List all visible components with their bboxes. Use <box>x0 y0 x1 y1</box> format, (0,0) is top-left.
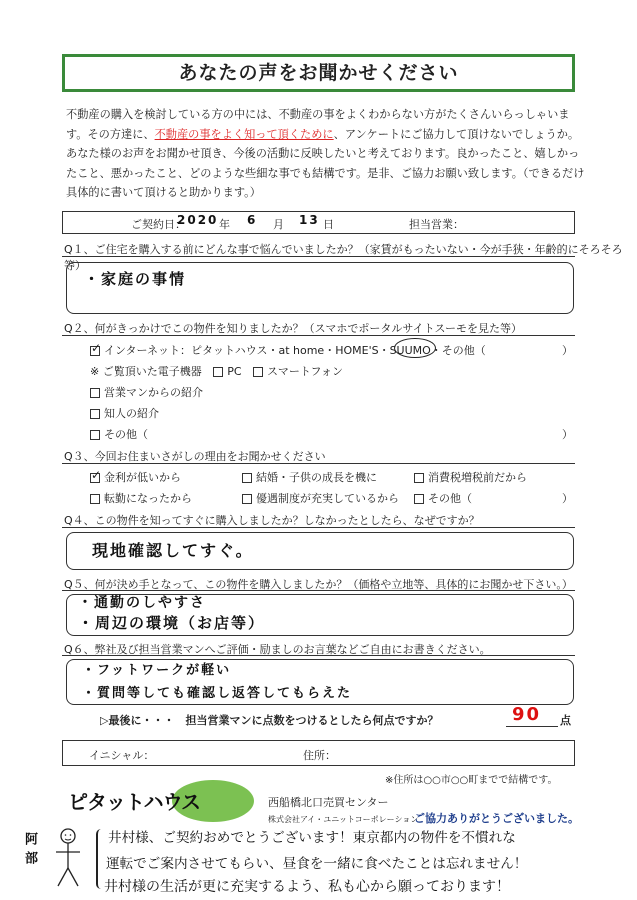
checkbox-icon <box>242 494 252 504</box>
checkbox-icon <box>414 494 424 504</box>
q6-answer2: ・質問等しても確認し返答してもらえた <box>82 686 353 701</box>
q4-divider <box>62 527 575 528</box>
q4-answer: 現地確認してすぐ。 <box>92 541 254 560</box>
month-value: 6 <box>247 213 258 227</box>
q2-friend-label: 知人の紹介 <box>104 407 159 420</box>
checkbox-icon <box>213 367 223 377</box>
checkbox-icon <box>90 388 100 398</box>
q5-answer1: ・通勤のしやすさ <box>78 595 206 611</box>
thanks-message: ご協力ありがとうございました。 <box>414 812 579 825</box>
q2-divider <box>62 335 575 336</box>
score-unit: 点 <box>560 714 571 727</box>
q3-opt5-label: 優遇制度が充実しているから <box>256 492 399 505</box>
q2-other-option <box>90 426 148 442</box>
q2-other-label: その他（ <box>104 428 148 441</box>
q2-question: Q２、何がきっかけでこの物件を知りましたか？（スマホでポータルサイトスーモを見た等） <box>64 322 523 335</box>
brand-logo: ピタットハウス <box>68 790 200 814</box>
checkbox-icon <box>253 367 263 377</box>
q5-divider <box>62 590 575 591</box>
initial-address-row <box>62 740 575 766</box>
message-line2: 運転でご案内させてもらい、昼食を一緒に食べたことは忘れません！ <box>106 856 528 872</box>
q3-opt3-label: 消費税増税前だから <box>428 471 527 484</box>
q2-sales-label: 営業マンからの紹介 <box>104 386 203 399</box>
q1-question: Q１、ご住宅を購入する前にどんな事で悩んでいましたか？（家賃がもったいない・今が手狭・年齢的にそろそろ等） <box>64 243 623 272</box>
contract-header <box>62 211 575 234</box>
q5-answer2: ・周辺の環境（お店等） <box>78 614 266 632</box>
q6-divider <box>62 655 575 656</box>
message-line1: 井村様、ご契約おめでとうございます！東京都内の物件を不慣れな <box>108 830 516 846</box>
q2-other-close: ） <box>562 428 573 441</box>
address-note: ※住所は○○市○○町までで結構です。 <box>385 775 558 786</box>
q3-opt3 <box>414 469 527 485</box>
q3-opt6-label: その他（ <box>428 492 472 505</box>
message-line3: 井村様の生活が更に充実するよう、私も心から願っております！ <box>104 879 510 895</box>
intro-part1: 不動産の購入を検討している方の中には、不動産の事をよくわからない方がたくさんいらっしゃいます。その方達に、 <box>66 108 570 141</box>
q2-smartphone-label: スマートフォン <box>267 365 343 378</box>
q2-internet-label: インターネット：ピタットハウス・at home・HOME'S・SUUMO・その他（ <box>104 344 486 357</box>
day-label: 日 <box>323 218 334 231</box>
q3-opt1 <box>90 469 181 485</box>
checkbox-icon <box>90 430 100 440</box>
staff-signature: 阿部 <box>22 832 37 870</box>
q3-opt2 <box>242 469 377 485</box>
day-value: 13 <box>299 213 320 227</box>
score-underline <box>506 726 558 727</box>
q2-sales-option <box>90 384 203 400</box>
branch-name: 西船橋北口売買センター <box>268 796 389 809</box>
q4-question: Q４、この物件を知ってすぐに購入しましたか？しなかったとしたら、なぜですか？ <box>64 514 480 527</box>
company-name: 株式会社アイ・ユニットコーポレーション <box>268 815 419 824</box>
q6-question: Q６、弊社及び担当営業マンへご評価・励ましのお言葉などご自由にお書きください。 <box>64 643 491 656</box>
q2-friend-option <box>90 405 159 421</box>
checkbox-icon <box>414 473 424 483</box>
suumo-circle-mark <box>394 338 436 358</box>
checkbox-checked-icon: ✓ <box>91 341 102 355</box>
score-label: ▷最後に・・・ 担当営業マンに点数をつけるとしたら何点ですか？ <box>100 714 439 727</box>
stick-figure-icon <box>50 826 86 890</box>
q6-answer1: ・フットワークが軽い <box>82 663 232 678</box>
q2-pc-label: PC <box>227 365 242 378</box>
q3-divider <box>62 463 575 464</box>
intro-part2: 、アンケートにご協力して頂けないでしょうか。あなた様のお声をお聞かせ頂き、今後の活動に反映したいと考えております。良かったこと、嬉しかったこと、悪かったこと、どのような些細な事でも結構です。是非、ご協力お願い致します。（できるだけ具体的に書いて頂けると助かります。） <box>66 127 585 200</box>
page-title: あなたの声をお聞かせください <box>62 54 575 92</box>
initial-label: イニシャル： <box>89 749 155 762</box>
score-value: 90 <box>512 704 542 725</box>
year-value: 2020 <box>177 213 219 227</box>
q1-answer: ・家庭の事情 <box>84 270 187 288</box>
q3-opt1-label: 金利が低いから <box>104 471 181 484</box>
year-label: 年 <box>219 218 230 231</box>
address-label: 住所： <box>303 749 336 762</box>
q3-opt5 <box>242 490 399 506</box>
q2-device-label: ※ ご覧頂いた電子機器 <box>90 365 202 378</box>
q2-internet-close: ） <box>562 344 573 357</box>
q3-opt6 <box>414 490 472 506</box>
month-label: 月 <box>273 218 284 231</box>
q3-opt6-close: ） <box>562 492 573 505</box>
checkbox-icon <box>90 409 100 419</box>
intro-red: 不動産の事をよく知って頂くために <box>154 127 334 141</box>
q1-divider <box>62 256 575 257</box>
q3-question: Q３、今回お住まいさがしの理由をお聞かせください <box>64 450 326 463</box>
q3-opt4 <box>90 490 192 506</box>
q5-question: Q５、何が決め手となって、この物件を購入しましたか？（価格や立地等、具体的にお聞かせ下さい。） <box>64 578 573 591</box>
checkbox-icon <box>90 494 100 504</box>
staff-label: 担当営業： <box>409 218 464 231</box>
q3-opt2-label: 結婚・子供の成長を機に <box>256 471 377 484</box>
checkbox-checked-icon: ✓ <box>91 468 102 482</box>
q2-device-row <box>90 363 343 379</box>
contract-label: ご契約日： <box>131 218 186 231</box>
intro-text <box>66 105 586 203</box>
q3-opt4-label: 転勤になったから <box>104 492 192 505</box>
checkbox-icon <box>242 473 252 483</box>
